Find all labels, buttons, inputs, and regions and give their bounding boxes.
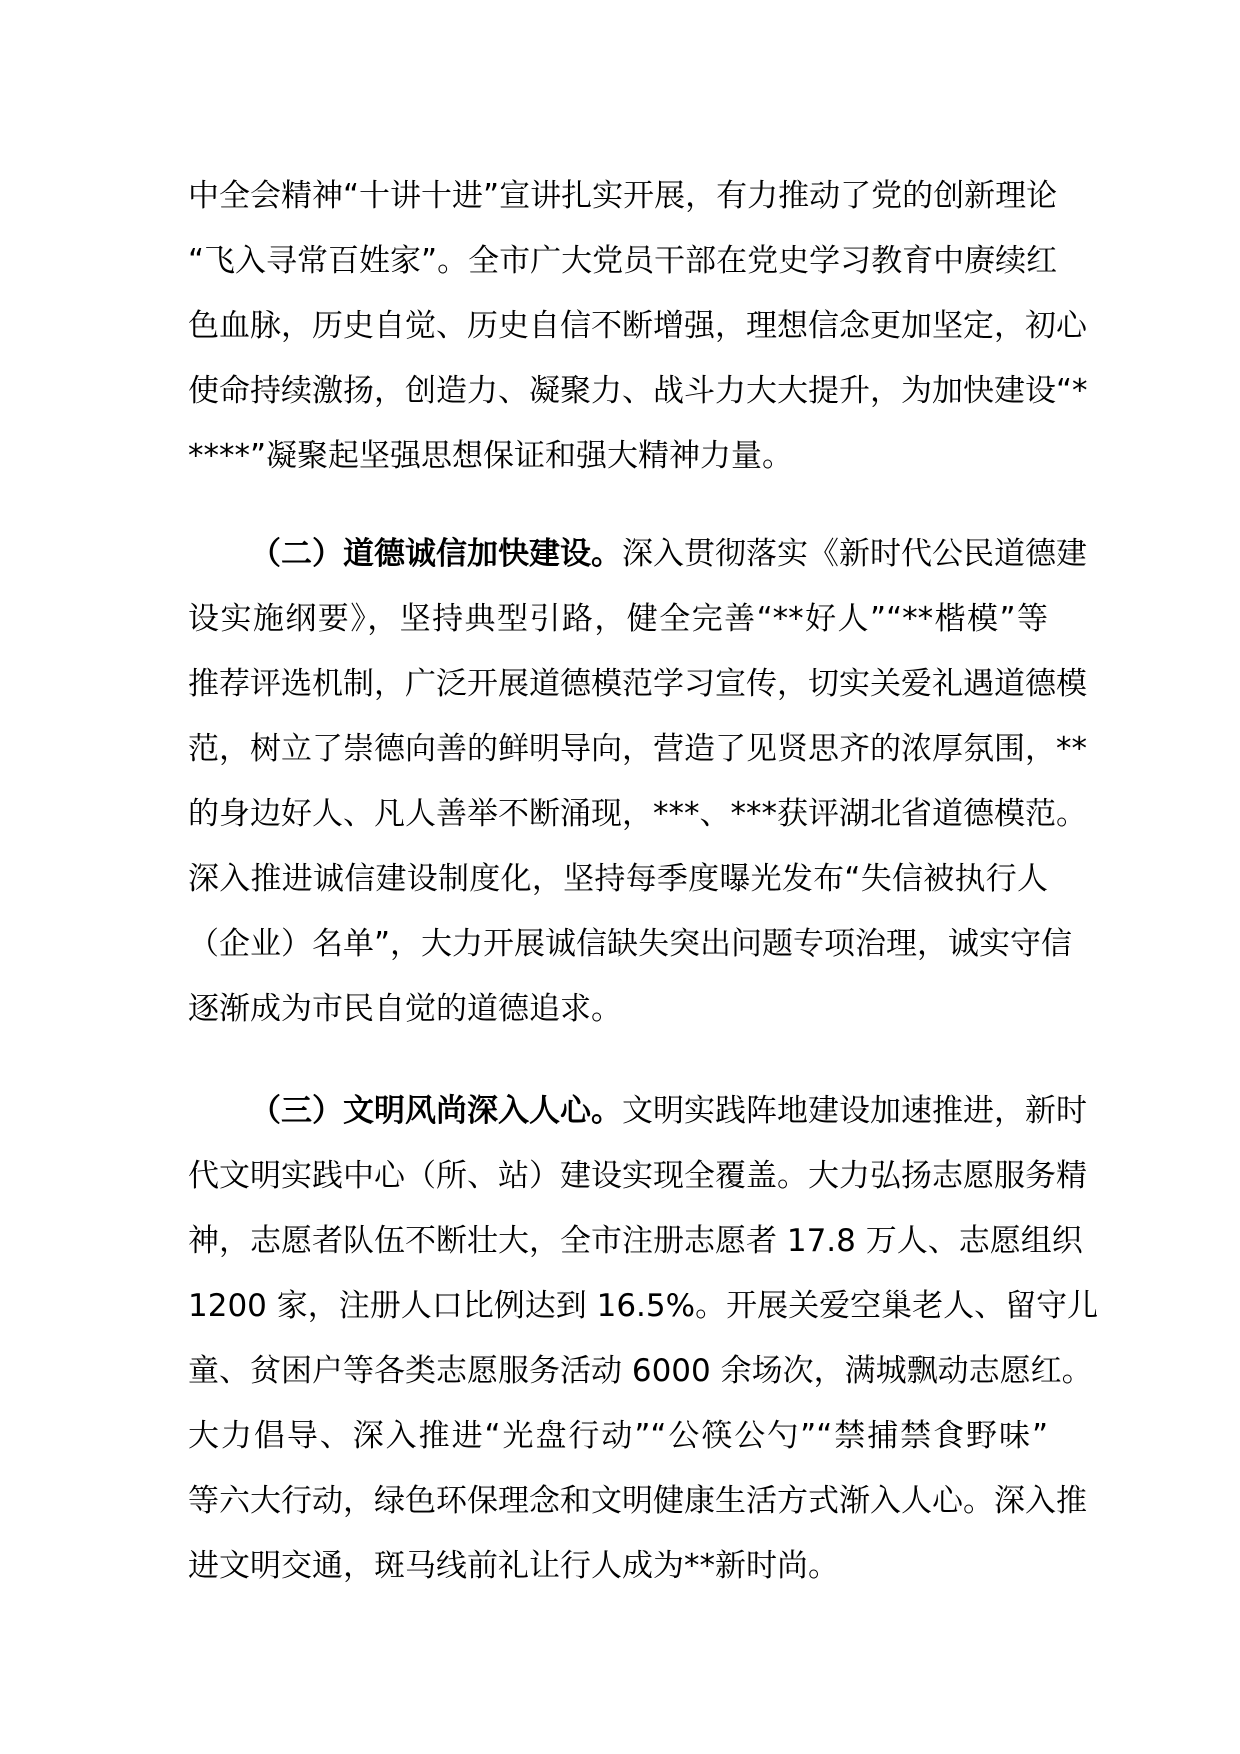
text-line: 童、贫困户等各类志愿服务活动 6000 余场次，满城飘动志愿红。 [188, 1353, 1093, 1389]
text-line: 的身边好人、凡人善举不断涌现，***、***获评湖北省道德模范。 [188, 796, 1087, 832]
text-line: 色血脉，历史自觉、历史自信不断增强，理想信念更加坚定，初心 [188, 308, 1087, 344]
text-line: 设实施纲要》，坚持典型引路，健全完善“**好人”“**楷模”等 [188, 601, 1048, 637]
text-line: ****”凝聚起坚强思想保证和强大精神力量。 [188, 438, 794, 474]
text-line: 代文明实践中心（所、站）建设实现全覆盖。大力弘扬志愿服务精 [188, 1158, 1087, 1194]
text-line: （企业）名单”，大力开展诚信缺失突出问题专项治理，诚实守信 [188, 926, 1073, 962]
text-line: 等六大行动，绿色环保理念和文明健康生活方式渐入人心。深入推 [188, 1483, 1087, 1519]
text-line: 逐渐成为市民自觉的道德追求。 [188, 991, 622, 1027]
text-line: 神，志愿者队伍不断壮大，全市注册志愿者 17.8 万人、志愿组织 [188, 1223, 1083, 1259]
paragraph-civilization [188, 1079, 1099, 1599]
text-line: 中全会精神“十讲十进”宣讲扎实开展，有力推动了党的创新理论 [188, 178, 1058, 214]
text-line: 范，树立了崇德向善的鲜明导向，营造了见贤思齐的浓厚氛围，** [188, 731, 1087, 767]
text-line: 进文明交通，斑马线前礼让行人成为**新时尚。 [188, 1548, 839, 1584]
text-line: 大力倡导、深入推进“光盘行动”“公筷公勺”“禁捕禁食野味” [188, 1418, 1048, 1454]
text-line: 1200 家，注册人口比例达到 16.5%。开展关爱空巢老人、留守儿 [188, 1288, 1099, 1324]
text-run: 深入贯彻落实《新时代公民道德建 [622, 536, 1087, 572]
paragraph-morality-integrity [188, 522, 1087, 1042]
section-heading-civilization: （三）文明风尚深入人心。 [250, 1093, 622, 1129]
text-line: 使命持续激扬，创造力、凝聚力、战斗力大大提升，为加快建设“* [188, 373, 1088, 409]
paragraph-ideology [188, 164, 1088, 489]
text-line: “飞入寻常百姓家”。全市广大党员干部在党史学习教育中赓续红 [188, 243, 1058, 279]
text-run: 文明实践阵地建设加速推进，新时 [622, 1093, 1087, 1129]
text-line: 深入推进诚信建设制度化，坚持每季度曝光发布“失信被执行人 [188, 861, 1048, 897]
text-line-first [188, 1079, 1087, 1144]
text-line-first [188, 522, 1087, 587]
section-heading-morality: （二）道德诚信加快建设。 [250, 536, 622, 572]
text-line: 推荐评选机制，广泛开展道德模范学习宣传，切实关爱礼遇道德模 [188, 666, 1087, 702]
